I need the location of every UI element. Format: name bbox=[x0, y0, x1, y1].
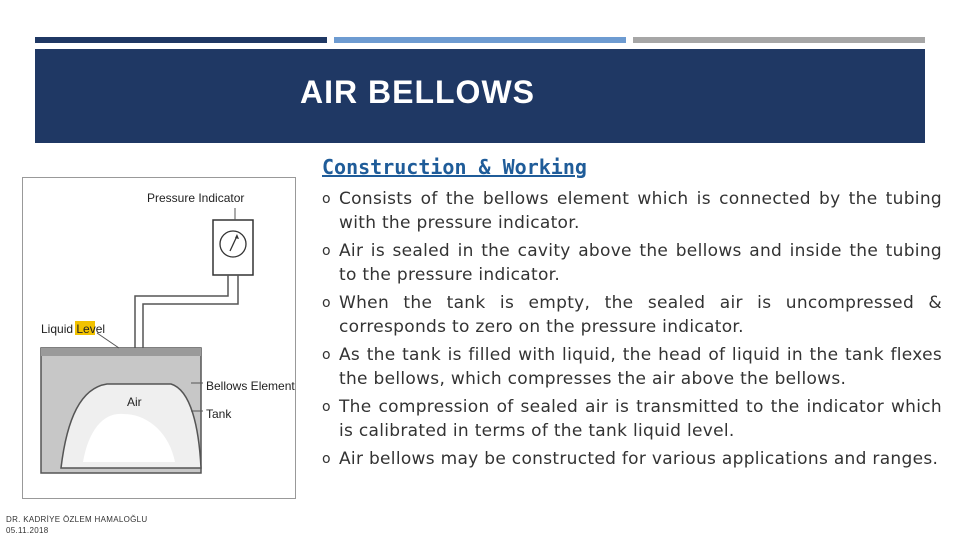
bullet-item bbox=[322, 187, 942, 235]
bullet-text: As the tank is filled with liquid, the head of liquid in the tank flexes the bellows, which compresses the air above the bellows. bbox=[339, 345, 942, 389]
bellows-element-label: Bellows Element bbox=[206, 379, 295, 393]
liquid-surface bbox=[41, 348, 201, 356]
slide-title: AIR BELLOWS bbox=[300, 74, 535, 110]
air-bellows-diagram bbox=[22, 177, 296, 499]
footer bbox=[6, 514, 147, 536]
bullet-item bbox=[322, 395, 942, 443]
liquid-level-label: Liquid Level bbox=[41, 322, 106, 336]
bullet-marker: o bbox=[322, 399, 331, 415]
footer-date: 05.11.2018 bbox=[6, 526, 49, 535]
bullet-item bbox=[322, 343, 942, 391]
bullet-text: Consists of the bellows element which is connected by the tubing with the pressure indicator. bbox=[339, 189, 942, 233]
pressure-indicator-label: Pressure Indicator bbox=[147, 191, 245, 205]
section-subtitle: Construction & Working bbox=[322, 155, 587, 179]
bullet-marker: o bbox=[322, 347, 331, 363]
top-accent-bar-dark bbox=[35, 37, 327, 43]
bullet-text: Air bellows may be constructed for various applications and ranges. bbox=[339, 449, 939, 469]
bullet-item bbox=[322, 291, 942, 339]
top-accent-bar-gray bbox=[633, 37, 925, 43]
top-accent-bar-light bbox=[334, 37, 626, 43]
tank-label: Tank bbox=[206, 407, 232, 421]
bullet-marker: o bbox=[322, 191, 331, 207]
air-label: Air bbox=[127, 395, 142, 409]
bullet-marker: o bbox=[322, 295, 331, 311]
bullet-text: The compression of sealed air is transmitted to the indicator which is calibrated in terms of the tank liquid level. bbox=[339, 397, 942, 441]
bullet-text: Air is sealed in the cavity above the bellows and inside the tubing to the pressure indicator. bbox=[339, 241, 942, 285]
bullet-list bbox=[322, 187, 942, 475]
bullet-item bbox=[322, 447, 942, 471]
bullet-marker: o bbox=[322, 243, 331, 259]
bullet-item bbox=[322, 239, 942, 287]
bullet-marker: o bbox=[322, 451, 331, 467]
footer-author: DR. KADRİYE ÖZLEM HAMALOĞLU bbox=[6, 515, 148, 524]
bullet-text: When the tank is empty, the sealed air is uncompressed & corresponds to zero on the pressure indicator. bbox=[339, 293, 942, 337]
